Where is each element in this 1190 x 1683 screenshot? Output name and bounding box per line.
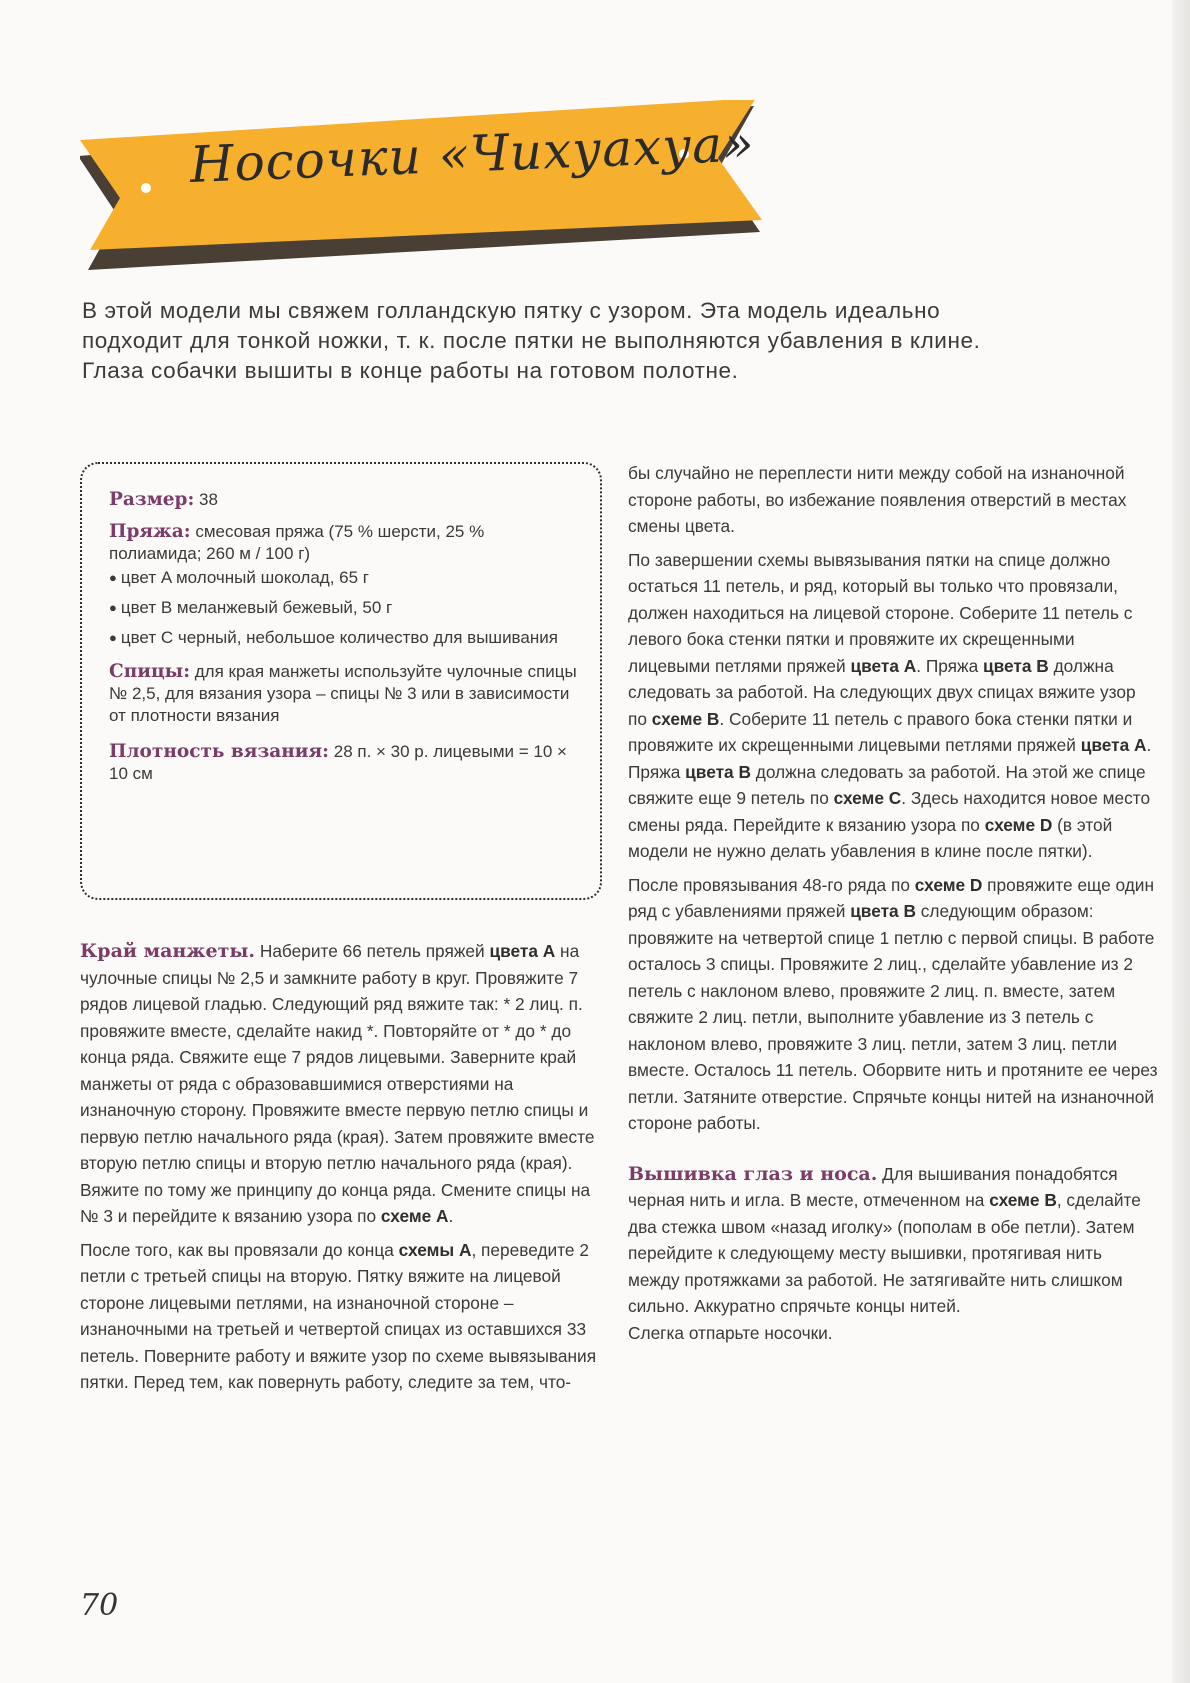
gauge-row bbox=[109, 741, 580, 785]
yarn-value: смесовая пряжа (75 % шерсти, 25 % полиамида; 260 м / 100 г) bbox=[109, 522, 485, 563]
cuff-heading: Край манжеты. bbox=[80, 940, 256, 962]
final-paragraph: Слегка отпарьте носочки. bbox=[628, 1322, 833, 1343]
needles-row bbox=[109, 661, 580, 727]
embroidery-paragraph: Вышивка глаз и носа. Для вышивания понадобятся черная нить и игла. В месте, отмеченном на схеме B, сделайте два стежка швом «назад иголку» (пополам в обе петли). Затем перейдите к следующему месту вышивки, протягивая нить между протяжками за работой. Не затягивайте нить слишком сильно. Аккуратно спрячьте концы нитей. bbox=[628, 1162, 1141, 1316]
bullet-icon: ● bbox=[109, 600, 117, 615]
cuff-paragraph: Край манжеты. Наберите 66 петель пряжей цвета A на чулочные спицы № 2,5 и замкните работу в круг. Провяжите 7 рядов лицевой гладью. Следующий ряд вяжите так: * 2 лиц. п. провяжите вместе, сделайте накид *. Повторяйте от * до * до конца ряда. Свяжите еще 7 рядов лицевыми. Заверните край манжеты от ряда с образовавшимися отверстиями на изнаночную сторону. Провяжите вместе первую петлю спицы и первую петлю начального ряда (края). Затем провяжите вместе вторую петлю спицы и вторую петлю начального ряда (края). Вяжите по тому же принципу до конца ряда. Смените спицы на № 3 и перейдите к вязанию узора по схеме A. bbox=[80, 940, 595, 1226]
size-value: 38 bbox=[199, 490, 218, 509]
decrease-paragraph: После провязывания 48-го ряда по схеме D провяжите еще один ряд с убавлениями пряжей цвета B следующим образом: провяжите на четвертой спице 1 петлю с первой спицы. В работе осталось 3 спицы. Провяжите 2 лиц., сделайте убавление из 2 петель с наклоном влево, провяжите 2 лиц. п. вместе, затем свяжите 2 лиц. петли, выполните убавление из 3 петель с наклоном влево, провяжите 3 лиц. петли, затем 3 лиц. петли вместе. Осталось 11 петель. Оборвите нить и протяните ее через петли. Затяните отверстие. Спрячьте концы нитей на изнаночной стороне работы. bbox=[628, 874, 1158, 1133]
intro-text bbox=[82, 296, 1042, 386]
right-column bbox=[628, 460, 1158, 1353]
yarn-row bbox=[109, 521, 580, 565]
size-row bbox=[109, 489, 580, 511]
gauge-value: 28 п. × 30 р. лицевыми = 10 × 10 см bbox=[109, 742, 567, 783]
needles-label: Спицы: bbox=[109, 661, 191, 682]
list-item: ● цвет C черный, небольшое количество для вышивания bbox=[109, 628, 558, 647]
heel-pickup-paragraph: По завершении схемы вывязывания пятки на спице должно остаться 11 петель, и ряд, который вы только что провязали, должен находиться на лицевой стороне. Соберите 11 петель с левого бока стенки пятки и провяжите их скрещенными лицевыми петлями пряжей цвета A. Пряжа цвета B должна следовать за работой. На следующих двух спицах вяжите узор по схеме B. Соберите 11 петель с правого бока стенки пятки и провяжите их скрещенными лицевыми петлями пряжей цвета A. Пряжа цвета B должна следовать за работой. На этой же спице свяжите еще 9 петель по схеме C. Здесь находится новое место смены ряда. Перейдите к вязанию узора по схеме D (в этой модели не нужно делать убавления в клине после пятки). bbox=[628, 549, 1152, 861]
needles-value: для края манжеты используйте чулочные спицы № 2,5, для вязания узора – спицы № 3 или в зависимости от плотности вязания bbox=[109, 662, 577, 725]
list-item: ● цвет B меланжевый бежевый, 50 г bbox=[109, 598, 393, 617]
materials-box bbox=[80, 462, 602, 900]
list-item: ● цвет A молочный шоколад, 65 г bbox=[109, 568, 369, 587]
intro-paragraph: В этой модели мы свяжем голландскую пятку с узором. Эта модель идеально подходит для тонкой ножки, т. к. после пятки не выполняются убавления в клине. Глаза собачки вышиты в конце работы на готовом полотне. bbox=[82, 298, 981, 383]
gauge-label: Плотность вязания: bbox=[109, 741, 329, 762]
title-banner bbox=[80, 100, 818, 270]
yarn-label: Пряжа: bbox=[109, 521, 191, 542]
page-number: 70 bbox=[80, 1588, 119, 1623]
page-title: Носочки «Чихуахуа» bbox=[188, 114, 756, 194]
page-edge bbox=[1172, 0, 1190, 1683]
size-label: Размер: bbox=[109, 489, 195, 510]
bullet-icon: ● bbox=[109, 570, 117, 585]
bullet-icon: ● bbox=[109, 630, 117, 645]
banner-dot-left bbox=[141, 183, 151, 193]
left-column bbox=[80, 938, 600, 1403]
continuation-paragraph: бы случайно не переплести нити между собой на изнаночной стороне работы, во избежание появления отверстий в местах смены цвета. bbox=[628, 463, 1127, 536]
heel-paragraph: После того, как вы провязали до конца схемы A, переведите 2 петли с третьей спицы на вторую. Пятку вяжите на лицевой стороне лицевыми петлями, на изнаночной стороне – изнаночными на третьей и четвертой спицах из оставшихся 33 петель. Поверните работу и вяжите узор по схеме вывязывания пятки. Перед тем, как повернуть работу, следите за тем, что- bbox=[80, 1239, 597, 1392]
yarn-color-list bbox=[109, 567, 580, 649]
embroidery-heading: Вышивка глаз и носа. bbox=[628, 1162, 878, 1185]
